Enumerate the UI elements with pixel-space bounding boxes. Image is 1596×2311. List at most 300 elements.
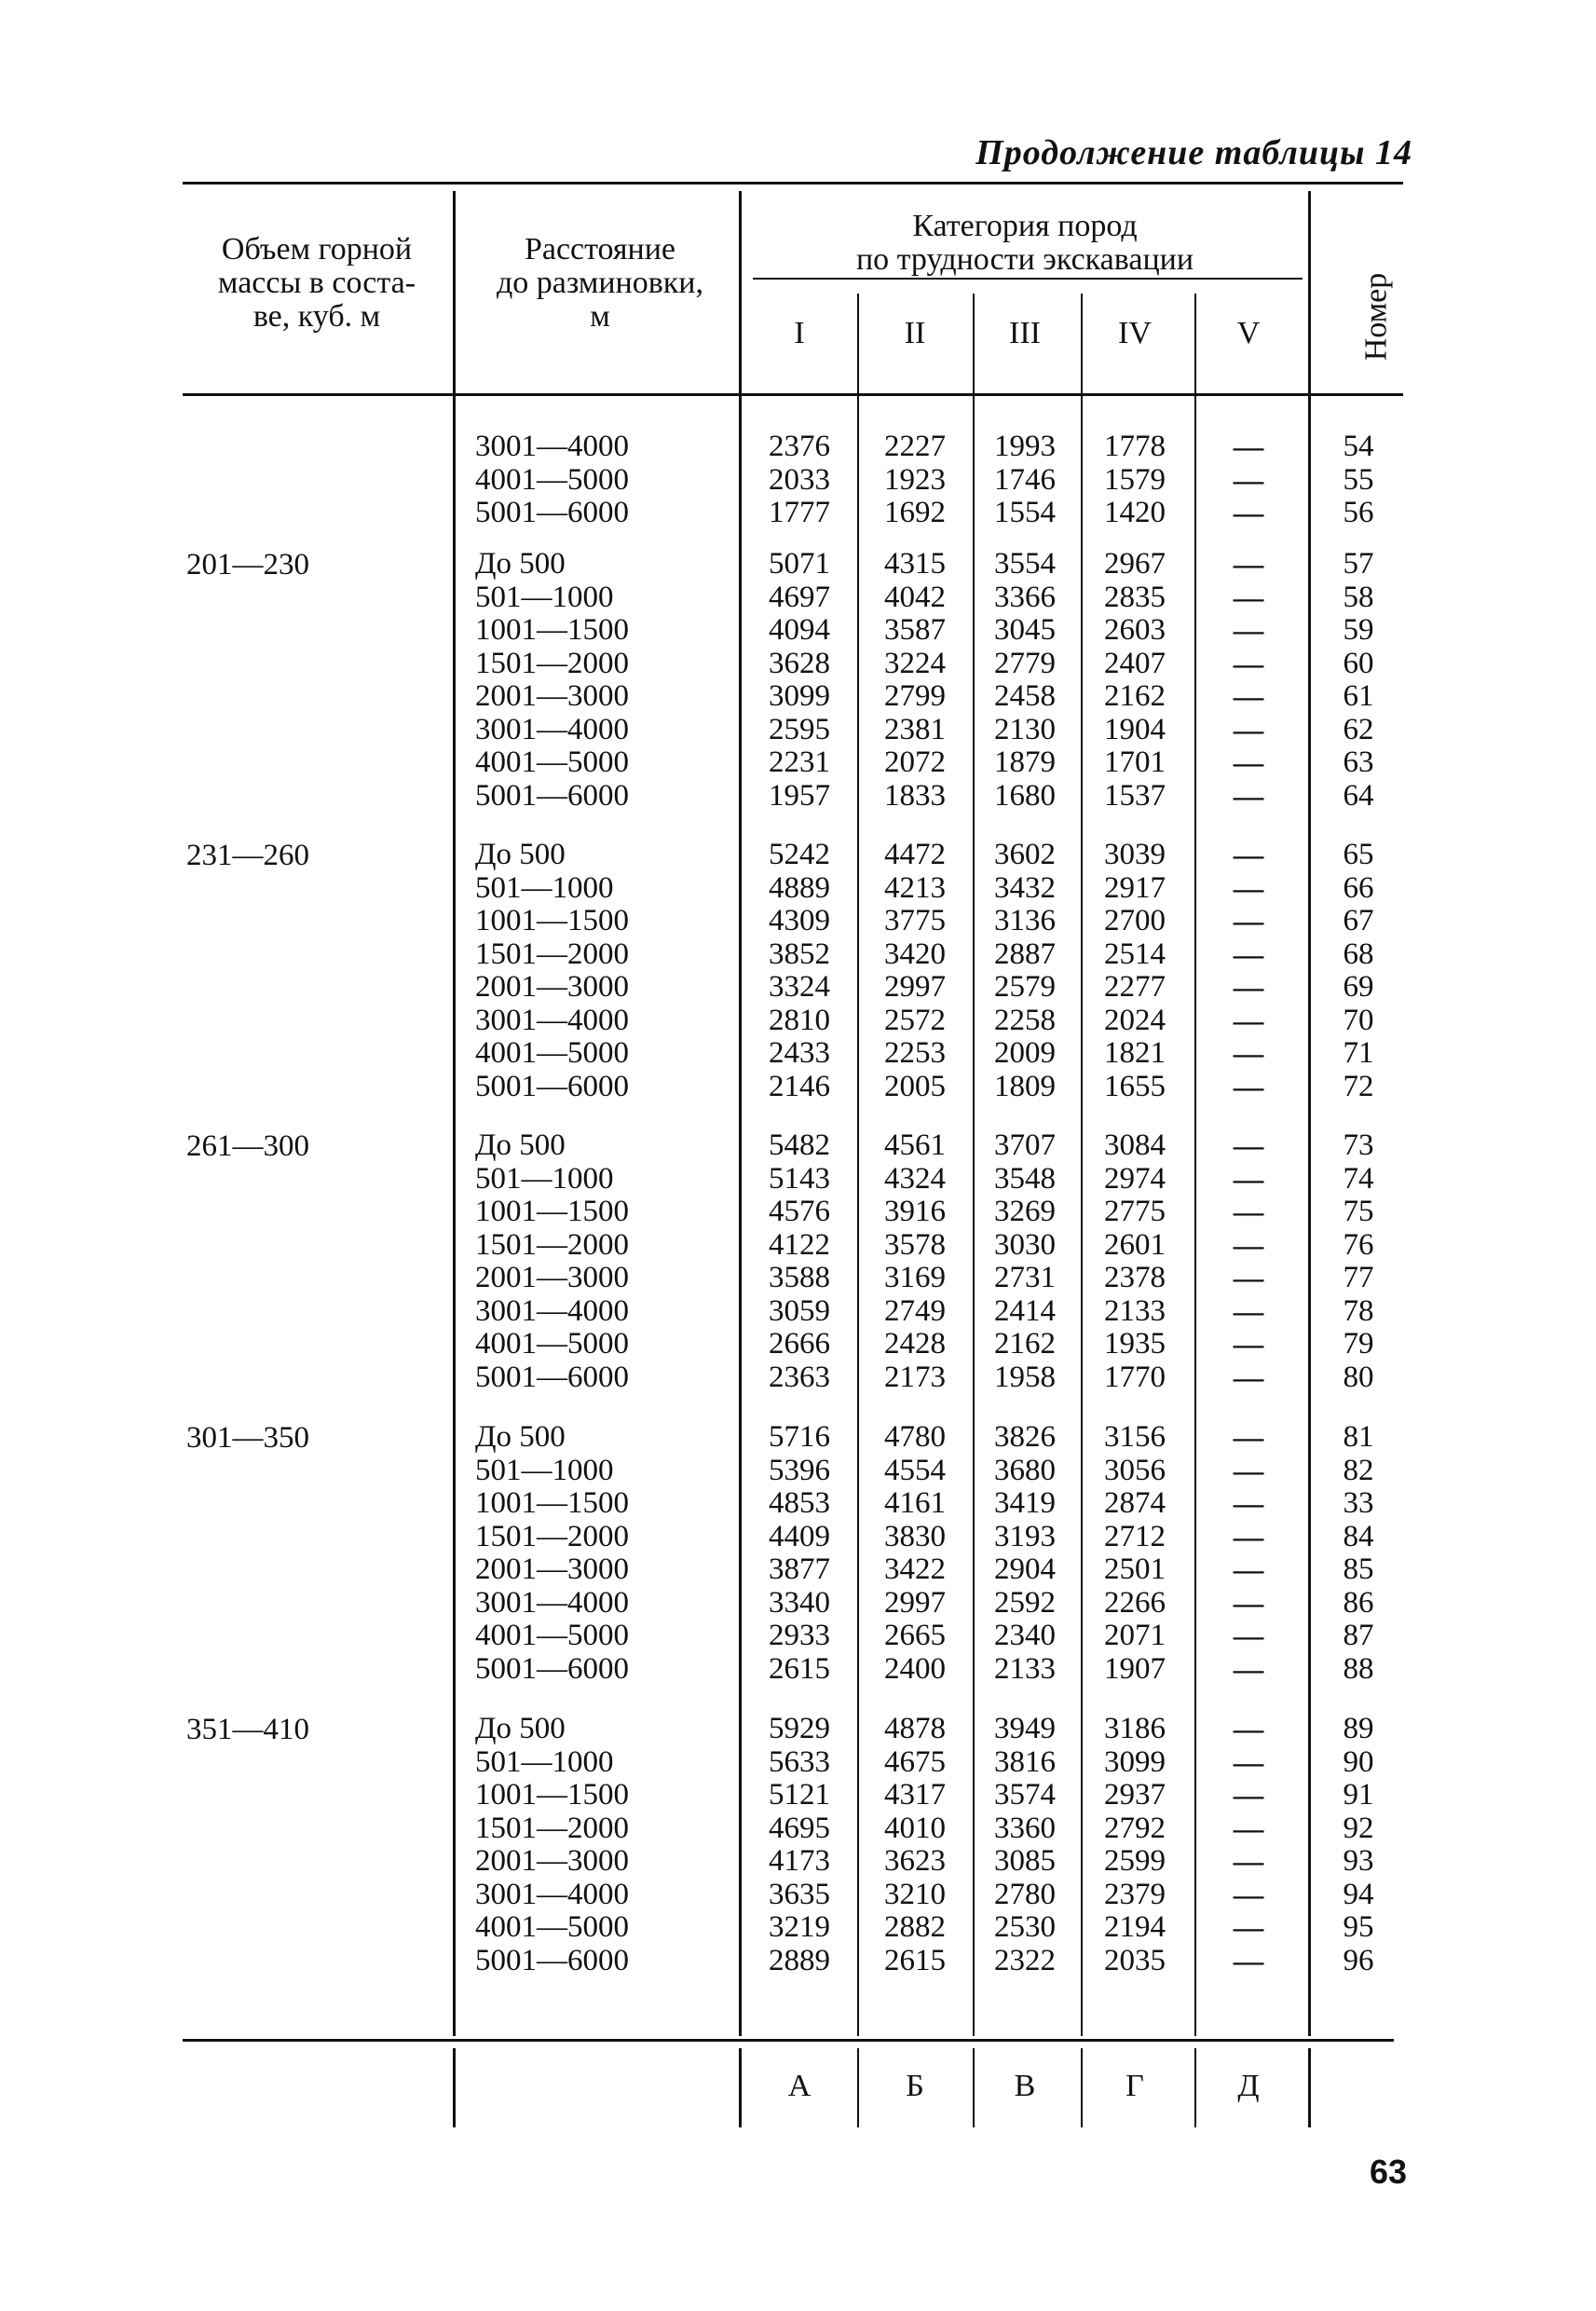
category-1-cell: 2933	[769, 1619, 830, 1652]
header-distance-line-3: м	[590, 299, 610, 334]
table-row	[0, 1005, 1596, 1037]
category-5-cell: —	[1233, 679, 1264, 714]
volume-range: 201—230	[186, 548, 309, 581]
category-1-cell: 4697	[769, 580, 830, 614]
distance-cell: До 500	[475, 1128, 566, 1162]
category-3-cell: 3707	[994, 1128, 1056, 1162]
row-number-cell: 86	[1343, 1585, 1374, 1620]
row-number-cell: 88	[1343, 1651, 1374, 1686]
distance-cell: 5001—6000	[475, 778, 629, 813]
category-2-cell: 4042	[884, 580, 946, 614]
category-2-cell: 2253	[884, 1036, 946, 1070]
table-row	[0, 1911, 1596, 1944]
distance-cell: До 500	[475, 1712, 566, 1745]
category-3-cell: 3602	[994, 838, 1056, 871]
category-3-cell: 2340	[994, 1619, 1056, 1652]
category-4-cell: 2974	[1104, 1161, 1166, 1196]
category-1-cell: 4309	[769, 904, 830, 937]
category-3-cell: 3816	[994, 1744, 1056, 1779]
row-number-cell: 74	[1343, 1161, 1374, 1196]
category-2-cell: 3422	[884, 1552, 946, 1586]
footer-letter-d: Д	[1237, 2069, 1260, 2103]
table-row	[0, 1553, 1596, 1586]
distance-cell: 1501—2000	[475, 646, 629, 680]
category-1-cell: 5143	[769, 1161, 830, 1196]
category-3-cell: 2458	[994, 679, 1056, 713]
category-3-cell: 3045	[994, 613, 1056, 647]
foot-vline-4	[1081, 2048, 1083, 2127]
category-2-cell: 4780	[884, 1420, 946, 1454]
category-5-cell: —	[1233, 430, 1264, 464]
header-distance	[462, 233, 738, 334]
table-row	[0, 746, 1596, 779]
category-5-cell: —	[1233, 1744, 1264, 1780]
category-4-cell: 3186	[1104, 1712, 1166, 1745]
category-3-cell: 3826	[994, 1420, 1056, 1454]
category-5-cell: —	[1233, 1552, 1264, 1587]
row-number-cell: 82	[1343, 1453, 1374, 1487]
row-number-cell: 85	[1343, 1552, 1374, 1586]
category-5-cell: —	[1233, 870, 1264, 906]
category-3-cell: 2887	[994, 937, 1056, 971]
category-2-cell: 1833	[884, 778, 946, 813]
category-2-cell: 3623	[884, 1844, 946, 1878]
category-5-cell: —	[1233, 1327, 1264, 1361]
distance-cell: 4001—5000	[475, 1327, 629, 1361]
table-row	[0, 431, 1596, 463]
distance-cell: До 500	[475, 1420, 566, 1454]
row-number-cell: 63	[1343, 745, 1374, 779]
table-row	[0, 1129, 1596, 1162]
category-2-cell: 3916	[884, 1195, 946, 1228]
table-row	[0, 1587, 1596, 1620]
distance-cell: 4001—5000	[475, 462, 629, 497]
foot-vline-2	[857, 2048, 859, 2127]
table-row	[0, 971, 1596, 1004]
category-1-cell: 5121	[769, 1778, 830, 1812]
category-2-cell: 3587	[884, 613, 946, 647]
distance-cell: До 500	[475, 547, 566, 581]
category-3-cell: 3030	[994, 1227, 1056, 1262]
distance-cell: 3001—4000	[475, 1877, 629, 1911]
category-5-cell: —	[1233, 1161, 1264, 1197]
category-2-cell: 3169	[884, 1261, 946, 1294]
table-row	[0, 714, 1596, 746]
row-number-cell: 96	[1343, 1943, 1374, 1977]
foot-vline-6	[1308, 2048, 1311, 2127]
category-1-cell: 5071	[769, 547, 830, 581]
row-number-cell: 84	[1343, 1519, 1374, 1553]
table-row	[0, 1163, 1596, 1196]
header-volume-line-2: массы в соста-	[217, 266, 416, 300]
header-bottom-rule	[183, 393, 1403, 396]
category-5-cell: —	[1233, 1128, 1264, 1163]
category-2-cell: 4010	[884, 1811, 946, 1845]
category-5-cell: —	[1233, 1195, 1264, 1229]
table-caption: Продолжение таблицы 14	[975, 133, 1412, 172]
table-row	[0, 581, 1596, 614]
distance-cell: 501—1000	[475, 870, 614, 905]
category-4-cell: 2266	[1104, 1585, 1166, 1620]
row-number-cell: 55	[1343, 462, 1374, 497]
row-number-cell: 62	[1343, 712, 1374, 746]
category-4-cell: 2501	[1104, 1552, 1166, 1586]
category-5-cell: —	[1233, 1585, 1264, 1620]
header-distance-line-1: Расстояние	[524, 232, 676, 267]
category-1-cell: 4853	[769, 1486, 830, 1520]
category-4-cell: 1420	[1104, 496, 1166, 529]
distance-cell: 4001—5000	[475, 745, 629, 779]
category-1-cell: 4122	[769, 1227, 830, 1262]
row-number-cell: 57	[1343, 547, 1374, 581]
table-row	[0, 1328, 1596, 1361]
category-2-cell: 3830	[884, 1519, 946, 1553]
category-2-cell: 3420	[884, 937, 946, 971]
category-3-cell: 2130	[994, 712, 1056, 746]
category-3-cell: 2579	[994, 970, 1056, 1004]
row-number-cell: 60	[1343, 646, 1374, 680]
volume-range: 261—300	[186, 1129, 309, 1163]
category-3-cell: 2009	[994, 1036, 1056, 1070]
category-5-cell: —	[1233, 1227, 1264, 1263]
header-volume-line-1: Объем горной	[221, 232, 413, 267]
category-1-cell: 5242	[769, 838, 830, 871]
category-5-cell: —	[1233, 1453, 1264, 1488]
category-5-cell: —	[1233, 547, 1264, 581]
category-3-cell: 3085	[994, 1844, 1056, 1878]
category-3-cell: 2530	[994, 1910, 1056, 1944]
header-cat-i: I	[794, 316, 805, 350]
foot-vline-1	[739, 2048, 742, 2127]
row-number-cell: 54	[1343, 430, 1374, 463]
category-5-cell: —	[1233, 1943, 1264, 1978]
category-4-cell: 2514	[1104, 937, 1166, 971]
category-1-cell: 5716	[769, 1420, 830, 1454]
category-4-cell: 2603	[1104, 613, 1166, 647]
category-4-cell: 2407	[1104, 646, 1166, 680]
category-5-cell: —	[1233, 1293, 1264, 1329]
distance-cell: 1001—1500	[475, 1778, 629, 1812]
header-volume-line-3: ве, куб. м	[252, 299, 381, 334]
category-3-cell: 1993	[994, 430, 1056, 463]
category-5-cell: —	[1233, 1261, 1264, 1295]
row-number-cell: 78	[1343, 1293, 1374, 1328]
category-3-cell: 3574	[994, 1778, 1056, 1812]
category-4-cell: 1821	[1104, 1036, 1166, 1070]
foot-vline-0	[453, 2048, 456, 2127]
category-3-cell: 2731	[994, 1261, 1056, 1294]
category-1-cell: 1777	[769, 496, 830, 529]
category-1-cell: 4695	[769, 1811, 830, 1845]
category-4-cell: 1655	[1104, 1069, 1166, 1103]
category-2-cell: 3224	[884, 646, 946, 680]
distance-cell: 4001—5000	[475, 1036, 629, 1070]
footer-letter-g: Г	[1125, 2069, 1144, 2103]
category-4-cell: 2775	[1104, 1195, 1166, 1228]
category-1-cell: 3628	[769, 646, 830, 680]
category-1-cell: 2376	[769, 430, 830, 463]
category-2-cell: 4324	[884, 1161, 946, 1196]
distance-cell: 1001—1500	[475, 904, 629, 937]
distance-cell: 2001—3000	[475, 1261, 629, 1294]
distance-cell: 5001—6000	[475, 496, 629, 529]
category-5-cell: —	[1233, 1420, 1264, 1455]
category-3-cell: 3366	[994, 580, 1056, 614]
category-5-cell: —	[1233, 1811, 1264, 1846]
table-row	[0, 1779, 1596, 1812]
row-number-cell: 76	[1343, 1227, 1374, 1262]
distance-cell: 5001—6000	[475, 1360, 629, 1394]
distance-cell: 2001—3000	[475, 970, 629, 1004]
category-2-cell: 2997	[884, 1585, 946, 1620]
category-5-cell: —	[1233, 712, 1264, 747]
table-row	[0, 1620, 1596, 1652]
footer-letter-v: В	[1014, 2069, 1036, 2103]
header-category-line-1: Категория пород	[912, 209, 1138, 243]
table-row	[0, 648, 1596, 680]
row-number-cell: 61	[1343, 679, 1374, 713]
category-5-cell: —	[1233, 1712, 1264, 1746]
header-cat-v: V	[1236, 316, 1261, 350]
category-5-cell: —	[1233, 462, 1264, 498]
category-5-cell: —	[1233, 970, 1264, 1005]
table-row	[0, 1845, 1596, 1878]
category-3-cell: 1958	[994, 1360, 1056, 1394]
category-4-cell: 2700	[1104, 904, 1166, 937]
header-number	[1357, 247, 1395, 387]
category-4-cell: 2599	[1104, 1844, 1166, 1878]
row-number-cell: 68	[1343, 937, 1374, 971]
category-4-cell: 3039	[1104, 838, 1166, 871]
category-4-cell: 2601	[1104, 1227, 1166, 1262]
category-5-cell: —	[1233, 1036, 1264, 1071]
category-3-cell: 3136	[994, 904, 1056, 937]
category-1-cell: 3324	[769, 970, 830, 1004]
category-4-cell: 2792	[1104, 1811, 1166, 1845]
distance-cell: 1001—1500	[475, 1195, 629, 1228]
category-4-cell: 1701	[1104, 745, 1166, 779]
category-3-cell: 3680	[994, 1453, 1056, 1487]
table-row	[0, 839, 1596, 871]
distance-cell: 2001—3000	[475, 1844, 629, 1878]
category-2-cell: 4213	[884, 870, 946, 905]
volume-range: 301—350	[186, 1421, 309, 1455]
table-row	[0, 872, 1596, 905]
category-4-cell: 1770	[1104, 1360, 1166, 1394]
category-4-cell: 2967	[1104, 547, 1166, 581]
table-row	[0, 1361, 1596, 1394]
table-row	[0, 1262, 1596, 1294]
distance-cell: 4001—5000	[475, 1619, 629, 1652]
category-3-cell: 3548	[994, 1161, 1056, 1196]
distance-cell: 1501—2000	[475, 1811, 629, 1845]
table-row	[0, 680, 1596, 713]
category-5-cell: —	[1233, 580, 1264, 615]
distance-cell: 4001—5000	[475, 1910, 629, 1944]
category-1-cell: 4173	[769, 1844, 830, 1878]
category-1-cell: 5929	[769, 1712, 830, 1745]
category-4-cell: 1537	[1104, 778, 1166, 813]
category-4-cell: 1907	[1104, 1651, 1166, 1686]
row-number-cell: 81	[1343, 1420, 1374, 1454]
table-row	[0, 1713, 1596, 1745]
category-2-cell: 2072	[884, 745, 946, 779]
category-3-cell: 3419	[994, 1486, 1056, 1520]
category-1-cell: 2363	[769, 1360, 830, 1394]
row-number-cell: 33	[1343, 1486, 1374, 1520]
category-2-cell: 2749	[884, 1293, 946, 1328]
category-1-cell: 4576	[769, 1195, 830, 1228]
distance-cell: 3001—4000	[475, 430, 629, 463]
category-5-cell: —	[1233, 1778, 1264, 1812]
table-row	[0, 1812, 1596, 1845]
distance-cell: 501—1000	[475, 1744, 614, 1779]
category-2-cell: 3578	[884, 1227, 946, 1262]
category-5-cell: —	[1233, 1519, 1264, 1554]
foot-vline-3	[973, 2048, 975, 2127]
category-3-cell: 3554	[994, 547, 1056, 581]
category-1-cell: 2231	[769, 745, 830, 779]
category-3-cell: 3193	[994, 1519, 1056, 1553]
category-2-cell: 3210	[884, 1877, 946, 1911]
header-number-label: Номер	[1358, 272, 1394, 362]
category-4-cell: 2024	[1104, 1003, 1166, 1037]
distance-cell: 3001—4000	[475, 1293, 629, 1328]
category-5-cell: —	[1233, 778, 1264, 814]
category-2-cell: 1923	[884, 462, 946, 497]
row-number-cell: 64	[1343, 778, 1374, 813]
category-1-cell: 3852	[769, 937, 830, 971]
row-number-cell: 56	[1343, 496, 1374, 529]
category-2-cell: 4554	[884, 1453, 946, 1487]
header-distance-line-2: до разминовки,	[496, 266, 703, 300]
row-number-cell: 94	[1343, 1877, 1374, 1911]
distance-cell: 501—1000	[475, 1161, 614, 1196]
category-2-cell: 1692	[884, 496, 946, 529]
category-5-cell: —	[1233, 1910, 1264, 1945]
row-number-cell: 65	[1343, 838, 1374, 871]
table-row	[0, 1487, 1596, 1520]
row-number-cell: 90	[1343, 1744, 1374, 1779]
table-row	[0, 614, 1596, 647]
category-2-cell: 4878	[884, 1712, 946, 1745]
header-cat-iv: IV	[1118, 316, 1152, 350]
category-4-cell: 3099	[1104, 1744, 1166, 1779]
category-2-cell: 2005	[884, 1069, 946, 1103]
category-2-cell: 2428	[884, 1327, 946, 1361]
category-1-cell: 5482	[769, 1128, 830, 1162]
category-4-cell: 2071	[1104, 1619, 1166, 1652]
category-4-cell: 2379	[1104, 1877, 1166, 1911]
category-3-cell: 2592	[994, 1585, 1056, 1620]
category-5-cell: —	[1233, 496, 1264, 530]
category-2-cell: 2665	[884, 1619, 946, 1652]
category-2-cell: 4561	[884, 1128, 946, 1162]
category-2-cell: 2173	[884, 1360, 946, 1394]
category-3-cell: 3949	[994, 1712, 1056, 1745]
row-number-cell: 72	[1343, 1069, 1374, 1103]
category-1-cell: 2433	[769, 1036, 830, 1070]
category-2-cell: 4317	[884, 1778, 946, 1812]
row-number-cell: 87	[1343, 1619, 1374, 1652]
table-row	[0, 1879, 1596, 1911]
category-4-cell: 2162	[1104, 679, 1166, 713]
footer-letter-b: Б	[906, 2069, 924, 2103]
distance-cell: 5001—6000	[475, 1943, 629, 1977]
row-number-cell: 91	[1343, 1778, 1374, 1812]
category-4-cell: 2378	[1104, 1261, 1166, 1294]
row-number-cell: 79	[1343, 1327, 1374, 1361]
row-number-cell: 66	[1343, 870, 1374, 905]
category-4-cell: 1579	[1104, 462, 1166, 497]
category-1-cell: 4409	[769, 1519, 830, 1553]
category-1-cell: 4889	[769, 870, 830, 905]
table-row	[0, 1295, 1596, 1328]
category-1-cell: 2889	[769, 1943, 830, 1977]
category-3-cell: 2322	[994, 1943, 1056, 1977]
category-1-cell: 3588	[769, 1261, 830, 1294]
table-row	[0, 464, 1596, 497]
category-3-cell: 2258	[994, 1003, 1056, 1037]
table-row	[0, 1945, 1596, 1977]
category-5-cell: —	[1233, 1486, 1264, 1521]
category-5-cell: —	[1233, 1069, 1264, 1104]
category-5-cell: —	[1233, 1619, 1264, 1653]
category-4-cell: 2277	[1104, 970, 1166, 1004]
category-4-cell: 3084	[1104, 1128, 1166, 1162]
row-number-cell: 67	[1343, 904, 1374, 937]
row-number-cell: 80	[1343, 1360, 1374, 1394]
row-number-cell: 59	[1343, 613, 1374, 647]
row-number-cell: 58	[1343, 580, 1374, 614]
volume-range: 231—260	[186, 839, 309, 872]
distance-cell: 501—1000	[475, 1453, 614, 1487]
table-row	[0, 548, 1596, 581]
footer-letter-a: А	[787, 2069, 812, 2103]
row-number-cell: 92	[1343, 1811, 1374, 1845]
category-2-cell: 2799	[884, 679, 946, 713]
distance-cell: 501—1000	[475, 580, 614, 614]
category-3-cell: 2904	[994, 1552, 1056, 1586]
category-4-cell: 2917	[1104, 870, 1166, 905]
row-number-cell: 70	[1343, 1003, 1374, 1037]
category-4-cell: 1778	[1104, 430, 1166, 463]
category-4-cell: 2835	[1104, 580, 1166, 614]
category-5-cell: —	[1233, 1360, 1264, 1395]
category-5-cell: —	[1233, 1844, 1264, 1879]
category-1-cell: 5396	[769, 1453, 830, 1487]
row-number-cell: 73	[1343, 1128, 1374, 1162]
distance-cell: 3001—4000	[475, 712, 629, 746]
category-rule	[753, 278, 1303, 280]
category-1-cell: 3059	[769, 1293, 830, 1328]
category-2-cell: 2381	[884, 712, 946, 746]
category-4-cell: 2874	[1104, 1486, 1166, 1520]
category-2-cell: 4315	[884, 547, 946, 581]
category-5-cell: —	[1233, 838, 1264, 872]
category-1-cell: 2033	[769, 462, 830, 497]
category-3-cell: 1680	[994, 778, 1056, 813]
body-bottom-rule	[183, 2039, 1394, 2042]
row-number-cell: 89	[1343, 1712, 1374, 1745]
table-row	[0, 1521, 1596, 1553]
category-3-cell: 2780	[994, 1877, 1056, 1911]
category-1-cell: 1957	[769, 778, 830, 813]
table-row	[0, 1455, 1596, 1487]
category-3-cell: 1746	[994, 462, 1056, 497]
category-1-cell: 3099	[769, 679, 830, 713]
category-1-cell: 3635	[769, 1877, 830, 1911]
